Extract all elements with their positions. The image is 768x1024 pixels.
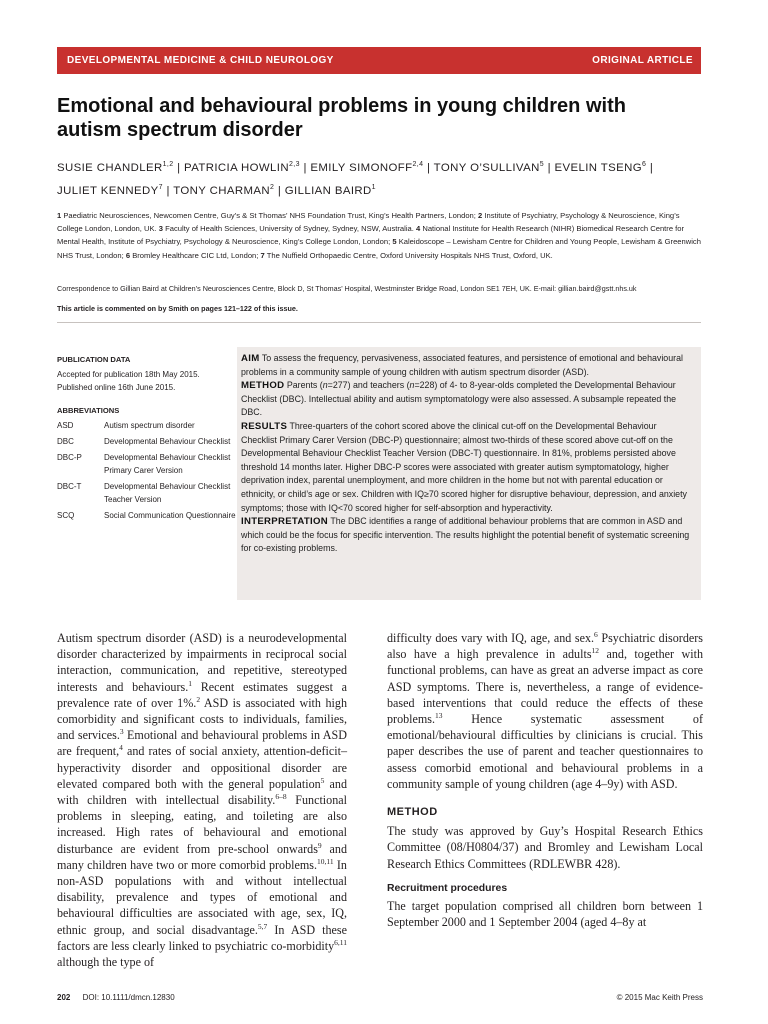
publication-sidebar — [57, 353, 237, 522]
abbreviation: DBC-T — [57, 482, 82, 491]
doi: DOI: 10.1111/dmcn.12830 — [82, 993, 175, 1002]
citation: 10,11 — [316, 856, 334, 866]
method-text: =277) and teachers ( — [327, 380, 410, 391]
author-line-2: JULIET KENNEDY$^7$ | TONY CHARMAN$^2$ | GILLIAN BAIRD$^1$ — [57, 183, 376, 197]
author-affil: 7 — [158, 183, 163, 191]
abstract-box — [237, 347, 701, 600]
author-affil: 1,2 — [162, 161, 174, 168]
citation: 6 — [594, 629, 598, 639]
abbreviation-item — [57, 435, 237, 448]
body-text: and, together with functional problems, can have as great an adverse impact as core ASD symptoms. There is, nevertheless, a range of evidence-based interventions that could reduce the effects of these problems. — [387, 647, 704, 727]
abbreviation-item — [57, 419, 237, 432]
abbreviation: DBC-P — [57, 453, 82, 462]
citation: 3 — [119, 727, 124, 737]
journal-banner — [57, 47, 701, 74]
abbreviation: SCQ — [57, 511, 75, 520]
author-affil: 1 — [371, 183, 376, 191]
author-list — [57, 155, 707, 201]
article-title — [57, 94, 697, 142]
affil-num: 3 — [158, 224, 163, 234]
citation: 13 — [435, 710, 443, 720]
author-affil: 5 — [539, 161, 544, 168]
affil-num: 1 — [57, 211, 62, 220]
citation: 12 — [591, 646, 600, 656]
author-affil: 2 — [269, 183, 275, 191]
affil-num: 4 — [415, 224, 421, 234]
abbreviation: ASD — [57, 421, 74, 430]
body-text: In non-ASD populations with and without intellectual disability, prevalence and types of emotional and behavioural difficulties are associated with age, sex, IQ, ethnic group, and social disadvantage. — [57, 857, 347, 937]
affil-num: 7 — [260, 250, 265, 260]
correspondence: Correspondence to Gillian Baird at Children’s Neurosciences Centre, Block D, St Thomas’ Hospital, Westminster Bridge Road, London SE1 7EH, UK. E-mail: gillian.baird@gstt.nhs.uk — [57, 284, 637, 293]
method-heading: METHOD — [387, 806, 438, 819]
affil-num: 2 — [478, 211, 483, 220]
body-column-left — [57, 630, 347, 970]
citation: 1 — [188, 678, 192, 688]
affil-num: 5 — [392, 237, 397, 247]
affil-text: Faculty of Health Sciences, University of Sydney, Sydney, NSW, Australia. — [165, 224, 414, 234]
abbreviation-definition: Developmental Behaviour Checklist Primary Carer Version — [104, 453, 231, 475]
abbreviation-item — [57, 509, 237, 522]
body-text: In ASD these factors are less clearly linked to psychiatric co-morbidity — [57, 922, 347, 953]
abstract-aim — [241, 352, 693, 379]
body-text: Recent estimates suggest a prevalence rate of over 1%. — [57, 679, 347, 710]
author-name: TONY CHARMAN — [173, 184, 270, 197]
affil-text: The Nuffield Orthopaedic Centre, Oxford University Hospitals NHS Trust, Oxford, UK. — [266, 250, 553, 260]
body-text: although the type of — [57, 955, 155, 970]
title-line-2: autism spectrum disorder — [57, 119, 303, 141]
article-type: ORIGINAL ARTICLE — [592, 55, 693, 66]
body-text: and with children with intellectual disability. — [57, 776, 347, 808]
abstract-method — [241, 379, 693, 420]
method-paragraph: The study was approved by Guy’s Hospital Research Ethics Committee (08/H0804/37) and Bromley and Lewisham Local Research Ethics Committees (RDLEWBR 428). — [387, 824, 703, 871]
affil-text: Bromley Healthcare CIC Ltd, London; — [132, 250, 259, 260]
n-symbol: n — [322, 380, 328, 391]
body-text: Autism spectrum disorder (ASD) is a neurodevelopmental disorder characterized by impairments in reciprocal social interaction, communication, and repetitive, stereotyped interests and behaviours. — [57, 631, 347, 694]
abbreviation: DBC — [57, 437, 74, 446]
recruitment-heading: Recruitment procedures — [387, 882, 508, 894]
citation: 2 — [196, 694, 201, 704]
aim-text: To assess the frequency, pervasiveness, associated features, and persistence of emotional and behavioural problems in a community sample of young children with autism spectrum disorder (ASD). — [241, 353, 683, 377]
author-name: TONY O’SULLIVAN — [433, 161, 540, 174]
body-text: difficulty does vary with IQ, age, and sex. — [387, 631, 595, 645]
author-name: GILLIAN BAIRD — [284, 184, 372, 197]
accepted-date: Accepted for publication 18th May 2015. — [57, 370, 200, 379]
author-name: EVELIN TSENG — [554, 161, 643, 174]
publication-heading: PUBLICATION DATA — [57, 355, 131, 364]
interpretation-label: INTERPRETATION — [241, 516, 328, 528]
abbreviation-item — [57, 480, 237, 506]
body-text: Hence systematic assessment of emotional/behavioural difficulties by clinicians is crucial. This paper describes the use of parent and teacher questionnaires to assess comorbid emotional and behavioural problems in a community sample of young children (age 4–9y) with ASD. — [387, 712, 703, 791]
abstract-results — [241, 420, 693, 515]
method-text: Parents ( — [286, 380, 323, 391]
body-text: and rates of social anxiety, attention-deficit–hyperactivity disorder and oppositional disorder are elevated compared both with the general population — [57, 744, 347, 791]
author-name: SUSIE CHANDLER — [57, 161, 163, 174]
method-label: METHOD — [241, 380, 285, 392]
n-symbol: n — [409, 380, 415, 391]
affiliations — [57, 209, 705, 262]
aim-label: AIM — [241, 353, 260, 364]
page-number: 202 — [57, 993, 71, 1002]
published-date: Published online 16th June 2015. — [57, 383, 176, 392]
body-text: Emotional and behavioural problems in ASD are frequent, — [57, 728, 347, 759]
citation: 6,11 — [334, 937, 347, 947]
body-text: Functional problems in sleeping, eating, and toileting are also increased. High rates of behavioural and emotional disturbance are evident from pre-school onwards — [57, 793, 347, 856]
affil-text: Paediatric Neurosciences, Newcomen Centre, Guy’s & St Thomas’ NHS Foundation Trust, King’s Health Partners, London; — [63, 211, 476, 220]
citation: 6–8 — [275, 792, 287, 801]
affil-num: 6 — [125, 250, 131, 260]
body-column-right — [387, 630, 703, 930]
footer-left — [57, 993, 175, 1002]
body-text: and many children have two or more comorbid problems. — [57, 841, 347, 872]
author-line-1: SUSIE CHANDLER$^{1,2}$ | PATRICIA HOWLIN$^{2,3}$ | EMILY SIMONOFF$^{2,4}$ | TONY O’SULLIVAN$^5$ | EVELIN TSENG$^6$ | — [57, 161, 654, 174]
abbreviations-list — [57, 404, 237, 522]
author-name: JULIET KENNEDY — [57, 184, 159, 197]
intro-paragraph — [387, 630, 703, 792]
results-label: RESULTS — [241, 420, 288, 432]
abbreviations-heading: ABBREVIATIONS — [57, 406, 120, 415]
abbreviation-definition: Autism spectrum disorder — [104, 421, 195, 430]
abbreviation-definition: Developmental Behaviour Checklist Teacher Version — [104, 482, 231, 504]
divider — [57, 322, 701, 323]
results-text: Three-quarters of the cohort scored above the clinical cut-off on the Developmental Behaviour Checklist Primary Carer Version (DBC-P) questionnaire; almost two-thirds of these scored above cut-off on the Developmental Behaviour Checklist Teacher Version (DBC-T) questionnaire. In 81%, problems persisted above threshold 14 months later. Higher DBC-P scores were associated with greater autism symptomatology, higher deprivation index, parental unemployment, and more children in the home but not with parental education or ethnicity, or child’s age or sex. Children with IQ≥70 scored higher for disruptive behaviour, depression, and anxiety symptoms; those with IQ<70 scored higher for self-absorption and hyperactivity. — [241, 420, 687, 513]
page-footer — [57, 993, 703, 1002]
citation: 4 — [119, 743, 123, 753]
journal-name: DEVELOPMENTAL MEDICINE & CHILD NEUROLOGY — [67, 55, 334, 66]
body-text: Psychiatric disorders also have a high prevalence in adults — [387, 631, 703, 662]
author-name: PATRICIA HOWLIN — [184, 161, 289, 174]
copyright: © 2015 Mac Keith Press — [616, 993, 703, 1002]
recruitment-paragraph: The target population comprised all children born between 1 September 2000 and 1 September 2004 (aged 4–8y at — [387, 899, 703, 930]
citation: 5,7 — [257, 921, 268, 931]
method-text: =228) of 4- to 8-year-olds completed the Developmental Behaviour Checklist (DBC). Intellectual ability and autism symptomatology were also assessed. A subsample repeated the DBC. — [241, 380, 677, 418]
interpretation-text: The DBC identifies a range of additional behaviour problems that are common in ASD and which could be the focus for specific intervention. The results highlight the potential benefit of systematic screening for co-existing problems. — [241, 516, 690, 554]
citation: 5 — [320, 775, 325, 785]
abstract-interpretation — [241, 515, 693, 556]
title-line-1: Emotional and behavioural problems in young children with — [57, 95, 626, 117]
body-text: ASD is associated with high comorbidity and significant costs to individuals, families, and services. — [57, 695, 347, 743]
abbreviation-definition: Developmental Behaviour Checklist — [104, 437, 231, 446]
author-affil: 2,4 — [412, 161, 424, 168]
commentary-note: This article is commented on by Smith on pages 121–122 of this issue. — [57, 304, 298, 313]
affil-text: National Institute for Health Research (NIHR) Biomedical Research Centre for Mental Health, Institute of Psychiatry, Psychology & Neuroscience, King’s College London, London; — [57, 224, 685, 247]
affil-text: Institute of Psychiatry, Psychology & Neuroscience, King’s College London, London, UK. — [57, 211, 680, 234]
abbreviation-definition: Social Communication Questionnaire — [104, 511, 236, 520]
affil-text: Kaleidoscope – Lewisham Centre for Children and Young People, Lewisham & Greenwich NHS Trust, London; — [57, 237, 701, 260]
citation: 9 — [317, 840, 322, 850]
author-name: EMILY SIMONOFF — [310, 161, 413, 174]
abbreviation-item — [57, 451, 237, 477]
author-affil: 6 — [642, 161, 647, 168]
author-affil: 2,3 — [288, 161, 300, 168]
